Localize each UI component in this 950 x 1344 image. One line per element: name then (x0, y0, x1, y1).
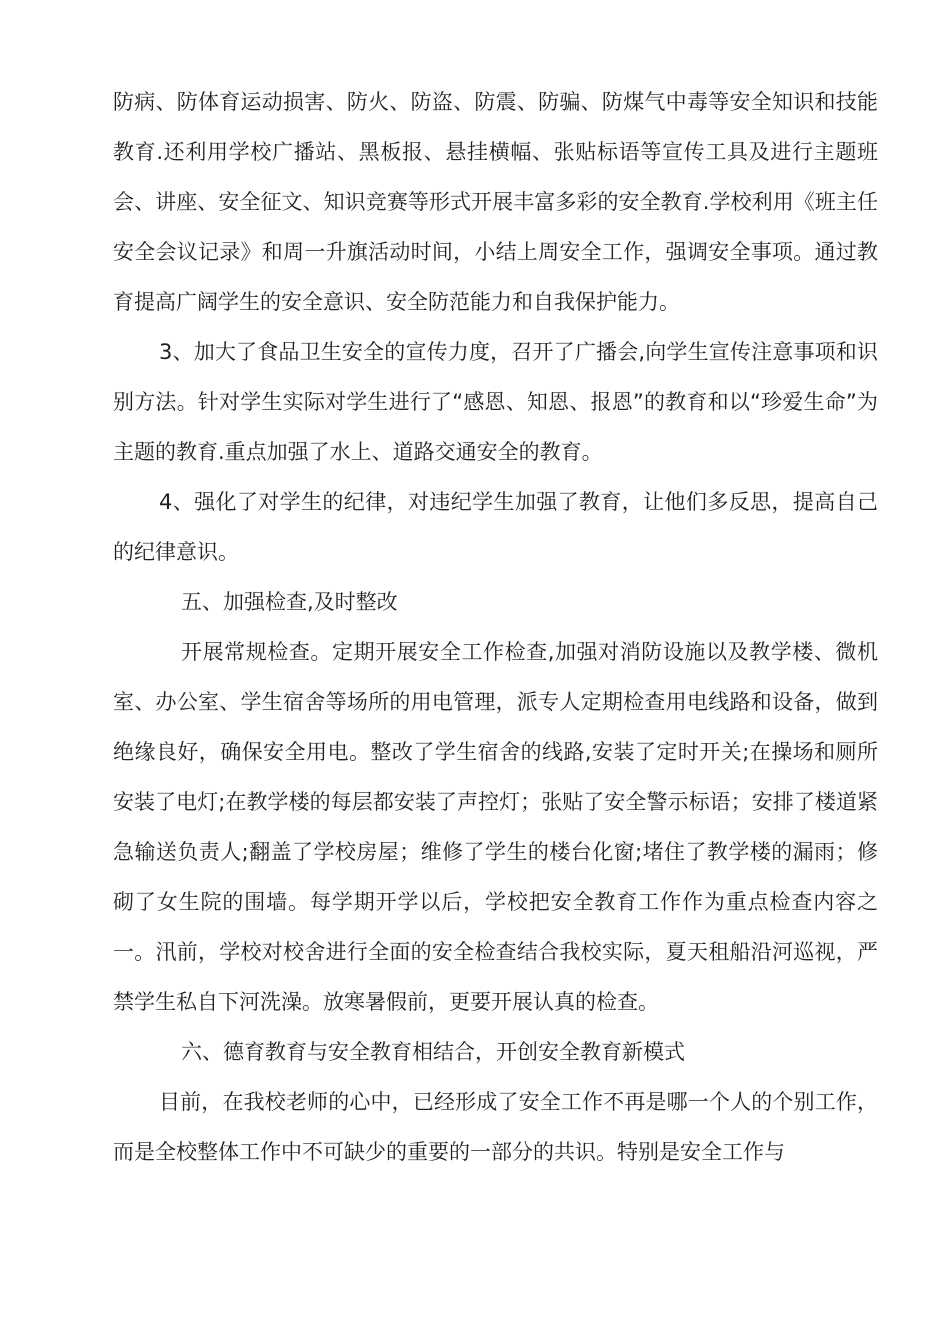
paragraph-teacher-consensus: 目前，在我校老师的心中，已经形成了安全工作不再是哪一个人的个别工作，而是全校整体工作中不可缺少的重要的一部分的共识。特别是安全工作与 (113, 1090, 878, 1164)
section-heading-5-inspection: 五、加强检查,及时整改 (181, 590, 398, 614)
section-heading-6-moral-education: 六、德育教育与安全教育相结合，开创安全教育新模式 (181, 1040, 685, 1064)
paragraph-item-4-discipline: 4、强化了对学生的纪律，对违纪学生加强了教育，让他们多反思，提高自己的纪律意识。 (113, 490, 878, 564)
paragraph-item-3-food-safety: 3、加大了食品卫生安全的宣传力度，召开了广播会,向学生宣传注意事项和识别方法。针对学生实际对学生进行了“感恩、知恩、报恩”的教育和以“珍爱生命”为主题的教育.重点加强了水上、道路交通安全的教育。 (113, 340, 878, 464)
paragraph-safety-knowledge: 防病、防体育运动损害、防火、防盗、防震、防骗、防煤气中毒等安全知识和技能教育.还利用学校广播站、黑板报、悬挂横幅、张贴标语等宣传工具及进行主题班会、讲座、安全征文、知识竞赛等形式开展丰富多彩的安全教育.学校利用《班主任安全会议记录》和周一升旗活动时间，小结上周安全工作，强调安全事项。通过教育提高广阔学生的安全意识、安全防范能力和自我保护能力。 (113, 90, 878, 314)
paragraph-routine-inspection: 开展常规检查。定期开展安全工作检查,加强对消防设施以及教学楼、微机室、办公室、学生宿舍等场所的用电管理，派专人定期检查用电线路和设备，做到绝缘良好，确保安全用电。整改了学生宿舍的线路,安装了定时开关;在操场和厕所安装了电灯;在教学楼的每层都安装了声控灯；张贴了安全警示标语；安排了楼道紧急输送负责人;翻盖了学校房屋；维修了学生的楼台化窗;堵住了教学楼的漏雨；修砌了女生院的围墙。每学期开学以后，学校把安全教育工作作为重点检查内容之一。汛前，学校对校舍进行全面的安全检查结合我校实际，夏天租船沿河巡视，严禁学生私自下河洗澡。放寒暑假前，更要开展认真的检查。 (113, 640, 878, 1014)
document-body (113, 77, 878, 1177)
